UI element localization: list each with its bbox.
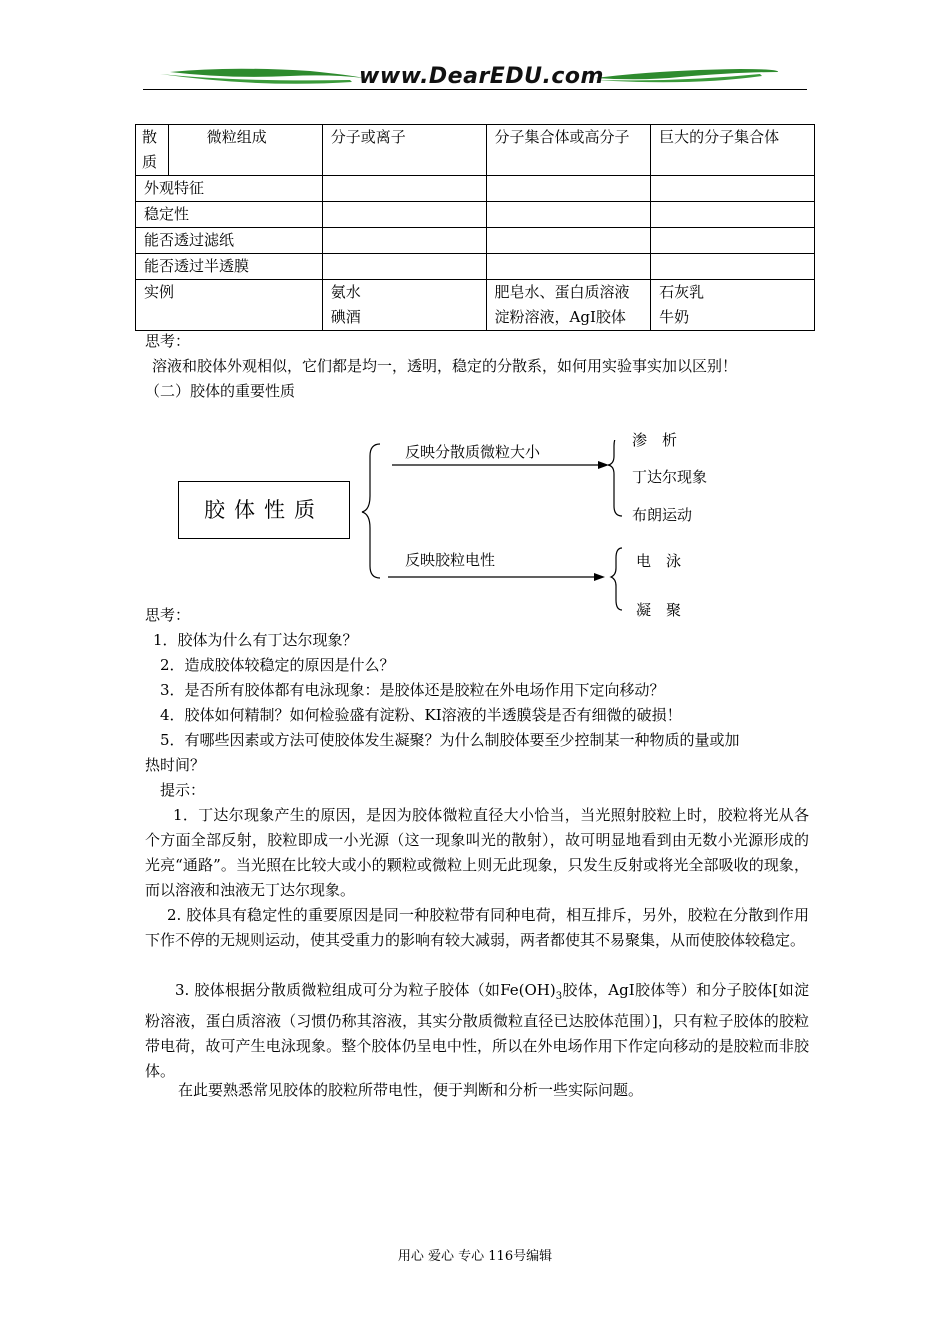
colloid-properties-box: 胶体性质 xyxy=(178,481,350,539)
table-cell: 分子集合体或高分子 xyxy=(486,125,651,176)
question: 2．造成胶体较稳定的原因是什么？ xyxy=(160,656,395,674)
example-text: 石灰乳 xyxy=(659,283,705,301)
subscript: 3 xyxy=(555,991,563,1002)
table-cell: 能否透过半透膜 xyxy=(136,254,323,280)
lower-branch-label: 反映胶粒电性 xyxy=(405,551,496,569)
table-cell: 微粒组成 xyxy=(168,125,322,176)
page-footer: 用心 爱心 专心 116号编辑 xyxy=(397,1249,553,1264)
upper-branch-label: 反映分散质微粒大小 xyxy=(405,443,541,461)
diagram-connectors xyxy=(360,440,630,615)
property-item: 凝 聚 xyxy=(636,601,682,619)
table-cell: 稳定性 xyxy=(136,202,323,228)
question: 3．是否所有胶体都有电泳现象：是胶体还是胶粒在外电场作用下定向移动？ xyxy=(160,681,665,699)
example-text: 肥皂水、蛋白质溶液 xyxy=(494,283,630,301)
table-row xyxy=(136,125,815,176)
property-item: 丁达尔现象 xyxy=(632,468,708,486)
table-row xyxy=(136,176,815,202)
property-item: 渗 析 xyxy=(632,431,678,449)
property-item: 电 泳 xyxy=(636,552,682,570)
table-cell xyxy=(651,176,815,202)
table-cell xyxy=(486,254,651,280)
hint-paragraph: 在此要熟悉常见胶体的胶粒所带电性，便于判断和分析一些实际问题。 xyxy=(178,1081,644,1099)
table-cell xyxy=(322,202,486,228)
think-label: 思考： xyxy=(145,606,191,624)
table-cell xyxy=(322,228,486,254)
question: 热时间？ xyxy=(145,756,206,774)
header-divider xyxy=(143,89,807,90)
table-cell: 能否透过滤纸 xyxy=(136,228,323,254)
hint-text: 胶体，AgI胶体等）和分子胶体[如淀粉溶液，蛋白质溶液（习惯仍称其溶液，其实分散质微粒直径已达胶体范围）]，只有粒子胶体的胶粒带电荷，故可产生电泳现象。整个胶体仍呈电中性，所以在外电场作用下作定向移动的是胶粒而非胶体。 xyxy=(145,981,809,1080)
think-label: 思考： xyxy=(145,332,191,350)
table-cell xyxy=(651,254,815,280)
example-text: 氨水 xyxy=(330,283,361,301)
table-row xyxy=(136,202,815,228)
question: 5．有哪些因素或方法可使胶体发生凝聚？为什么制胶体要至少控制某一种物质的量或加 xyxy=(160,731,740,749)
hint-paragraph: 1．丁达尔现象产生的原因，是因为胶体微粒直径大小恰当，当光照射胶粒上时，胶粒将光从各个方面全部反射，胶粒即成一小光源（这一现象叫光的散射），故可明显地看到由无数小光源形成的光亮“通路”。当光照在比较大或小的颗粒或微粒上则无此现象，只发生反射或将光全部吸收的现象，而以溶液和浊液无丁达尔现象。 xyxy=(145,806,809,899)
table-cell xyxy=(486,280,651,331)
table-cell xyxy=(651,228,815,254)
hint-text: 3. 胶体根据分散质微粒组成可分为粒子胶体（如Fe(OH) xyxy=(175,981,556,999)
table-cell xyxy=(486,228,651,254)
table-row xyxy=(136,280,815,331)
think-question: 溶液和胶体外观相似，它们都是均一，透明，稳定的分散系，如何用实验事实加以区别！ xyxy=(152,357,738,375)
table-cell: 分子或离子 xyxy=(322,125,486,176)
hint-paragraph xyxy=(145,978,809,1084)
table-cell xyxy=(486,176,651,202)
dispersion-comparison-table xyxy=(135,124,815,331)
table-row xyxy=(136,254,815,280)
question: 4．胶体如何精制？如何检验盛有淀粉、KI溶液的半透膜袋是否有细微的破损！ xyxy=(160,706,682,724)
example-text: 淀粉溶液，AgI胶体 xyxy=(494,308,626,326)
table-row xyxy=(136,228,815,254)
example-text: 碘酒 xyxy=(330,308,361,326)
example-text: 牛奶 xyxy=(659,308,690,326)
table-cell: 散质 xyxy=(136,125,169,176)
table-cell xyxy=(486,202,651,228)
hint-paragraph: 2. 胶体具有稳定性的重要原因是同一种胶粒带有同种电荷，相互排斥，另外，胶粒在分散到作用下作不停的无规则运动，使其受重力的影响有较大减弱，两者都使其不易聚集，从而使胶体较稳定。 xyxy=(145,906,809,949)
question: 1．胶体为什么有丁达尔现象？ xyxy=(153,631,358,649)
table-cell xyxy=(322,254,486,280)
table-cell: 外观特征 xyxy=(136,176,323,202)
table-cell xyxy=(651,280,815,331)
table-cell xyxy=(322,280,486,331)
table-cell: 实例 xyxy=(136,280,323,331)
table-cell xyxy=(651,202,815,228)
hint-label: 提示： xyxy=(160,781,206,799)
table-cell: 巨大的分子集合体 xyxy=(651,125,815,176)
section-title: （二）胶体的重要性质 xyxy=(145,382,296,400)
table-cell xyxy=(322,176,486,202)
property-item: 布朗运动 xyxy=(632,506,693,524)
site-logo-text: www.DearEDU.com xyxy=(359,64,604,89)
